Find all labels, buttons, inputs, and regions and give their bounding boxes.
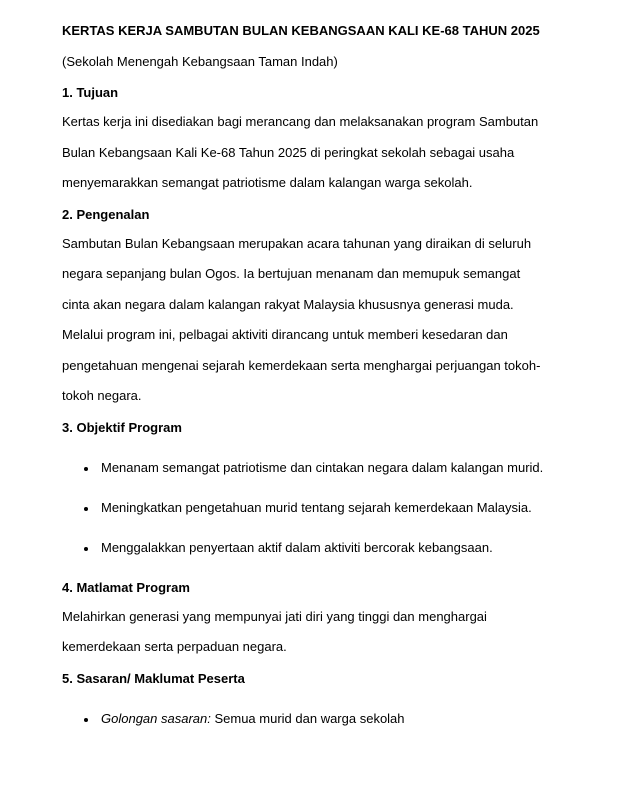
paragraph-line: Sambutan Bulan Kebangsaan merupakan acara tahunan yang diraikan di seluruh: [62, 235, 532, 251]
bullet-icon: [84, 507, 88, 511]
paragraph-line: Melalui program ini, pelbagai aktiviti dirancang untuk memberi kesedaran dan: [62, 327, 508, 342]
paragraph-line: kemerdekaan serta perpaduan negara.: [62, 639, 287, 654]
bullet-icon: [84, 467, 88, 471]
paragraph-line: Kertas kerja ini disediakan bagi merancang dan melaksanakan program Sambutan: [62, 114, 539, 129]
paragraph-line: negara sepanjang bulan Ogos. Ia bertujuan menanam dan memupuk semangat: [62, 266, 521, 281]
bullet-icon: [84, 547, 88, 551]
paragraph-line: Bulan Kebangsaan Kali Ke-68 Tahun 2025 di peringkat sekolah sebagai usaha: [62, 144, 515, 160]
list-item: [62, 459, 562, 477]
list-item-label: Golongan sasaran:: [101, 710, 211, 726]
list-item-text: Menanam semangat patriotisme dan cintakan negara dalam kalangan murid.: [101, 459, 544, 475]
objective-list: [62, 459, 562, 557]
paragraph-line: Melahirkan generasi yang mempunyai jati diri yang tinggi dan menghargai: [62, 608, 487, 624]
document-page: [62, 22, 562, 728]
section-body-tujuan: [62, 107, 562, 199]
list-item: [62, 499, 562, 517]
paragraph-line: menyemarakkan semangat patriotisme dalam kalangan warga sekolah.: [62, 175, 473, 190]
list-item-text: Meningkatkan pengetahuan murid tentang sejarah kemerdekaan Malaysia.: [101, 499, 532, 515]
section-heading-tujuan: 1. Tujuan: [62, 85, 119, 100]
paragraph-line: cinta akan negara dalam kalangan rakyat Malaysia khususnya generasi muda.: [62, 296, 514, 312]
target-list: [62, 710, 562, 728]
document-title: KERTAS KERJA SAMBUTAN BULAN KEBANGSAAN KALI KE-68 TAHUN 2025: [62, 23, 540, 38]
section-heading-objektif: 3. Objektif Program: [62, 419, 182, 435]
list-item-text: Semua murid dan warga sekolah: [210, 710, 405, 726]
bullet-icon: [84, 718, 88, 722]
list-item-text: Menggalakkan penyertaan aktif dalam aktiviti bercorak kebangsaan.: [101, 539, 493, 555]
document-subtitle: (Sekolah Menengah Kebangsaan Taman Indah): [62, 54, 338, 69]
section-body-matlamat: [62, 602, 562, 663]
list-item: [62, 539, 562, 557]
section-heading-sasaran: 5. Sasaran/ Maklumat Peserta: [62, 670, 245, 686]
section-heading-matlamat: 4. Matlamat Program: [62, 579, 190, 595]
section-body-pengenalan: [62, 229, 562, 412]
paragraph-line: tokoh negara.: [62, 388, 142, 403]
section-heading-pengenalan: 2. Pengenalan: [62, 206, 150, 222]
list-item: [62, 710, 562, 728]
paragraph-line: pengetahuan mengenai sejarah kemerdekaan serta menghargai perjuangan tokoh-: [62, 357, 541, 373]
